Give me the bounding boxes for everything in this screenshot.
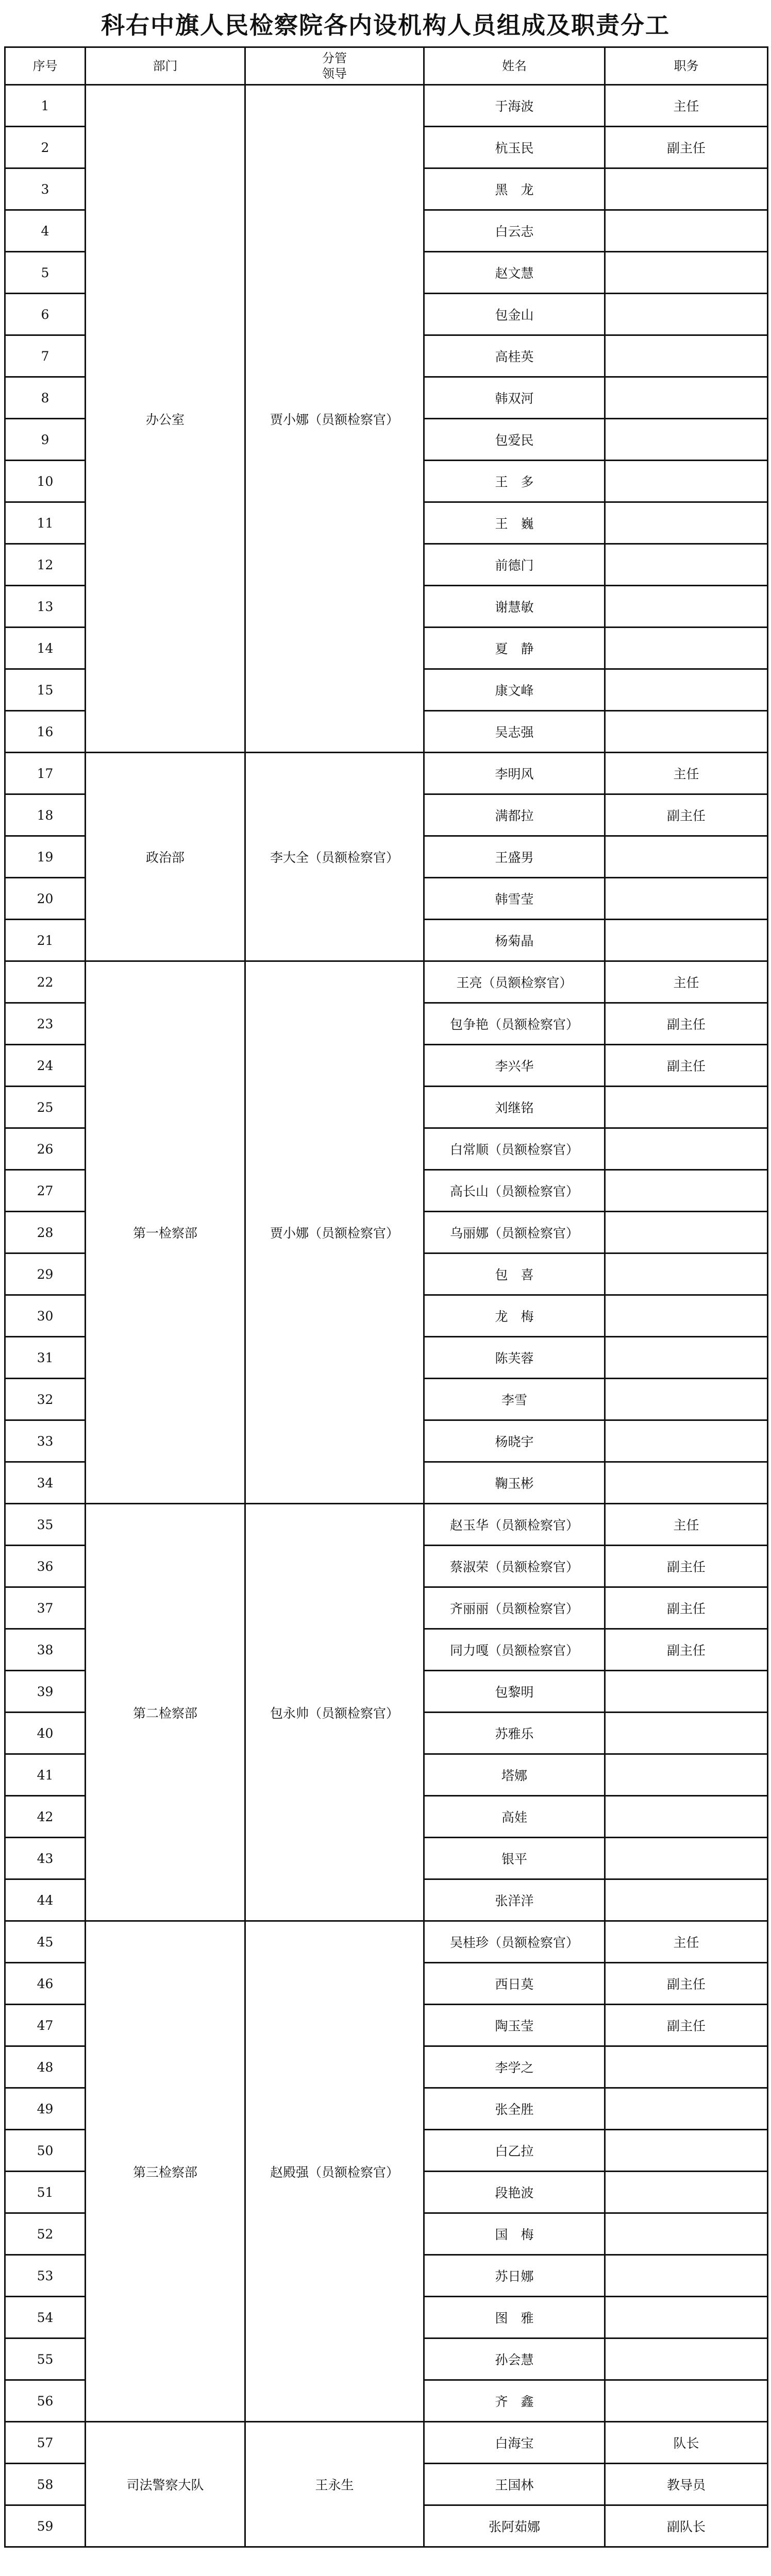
cell-role bbox=[605, 2130, 768, 2172]
cell-no: 22 bbox=[5, 961, 86, 1003]
cell-role bbox=[605, 210, 768, 252]
cell-role bbox=[605, 1212, 768, 1253]
cell-no: 42 bbox=[5, 1796, 86, 1838]
cell-name: 西日莫 bbox=[424, 1963, 605, 2005]
cell-no: 59 bbox=[5, 2505, 86, 2547]
header-leader-line1: 分管 bbox=[322, 51, 347, 65]
cell-no: 9 bbox=[5, 419, 86, 461]
cell-no: 45 bbox=[5, 1921, 86, 1963]
cell-role: 副主任 bbox=[605, 1587, 768, 1629]
cell-no: 37 bbox=[5, 1587, 86, 1629]
cell-no: 49 bbox=[5, 2088, 86, 2130]
cell-role bbox=[605, 2046, 768, 2088]
cell-no: 33 bbox=[5, 1420, 86, 1462]
cell-no: 35 bbox=[5, 1504, 86, 1546]
cell-name: 黑 龙 bbox=[424, 168, 605, 210]
cell-name: 包爱民 bbox=[424, 419, 605, 461]
cell-role: 主任 bbox=[605, 85, 768, 127]
cell-name: 包 喜 bbox=[424, 1253, 605, 1295]
cell-no: 46 bbox=[5, 1963, 86, 2005]
cell-leader: 包永帅（员额检察官） bbox=[245, 1504, 424, 1921]
cell-name: 韩双河 bbox=[424, 377, 605, 419]
cell-no: 18 bbox=[5, 794, 86, 836]
cell-name: 白常顺（员额检察官） bbox=[424, 1128, 605, 1170]
cell-name: 前德门 bbox=[424, 544, 605, 586]
cell-no: 28 bbox=[5, 1212, 86, 1253]
cell-role bbox=[605, 586, 768, 628]
cell-no: 19 bbox=[5, 836, 86, 878]
cell-no: 2 bbox=[5, 127, 86, 168]
cell-no: 55 bbox=[5, 2338, 86, 2380]
cell-name: 乌丽娜（员额检察官） bbox=[424, 1212, 605, 1253]
cell-no: 57 bbox=[5, 2422, 86, 2464]
cell-role: 教导员 bbox=[605, 2464, 768, 2505]
cell-no: 11 bbox=[5, 502, 86, 544]
cell-no: 6 bbox=[5, 294, 86, 335]
header-name: 姓名 bbox=[424, 47, 605, 85]
header-role: 职务 bbox=[605, 47, 768, 85]
cell-role bbox=[605, 544, 768, 586]
table-row bbox=[5, 2422, 768, 2464]
cell-name: 齐丽丽（员额检察官） bbox=[424, 1587, 605, 1629]
cell-name: 龙 梅 bbox=[424, 1295, 605, 1337]
cell-name: 赵玉华（员额检察官） bbox=[424, 1504, 605, 1546]
cell-role bbox=[605, 419, 768, 461]
cell-name: 于海波 bbox=[424, 85, 605, 127]
cell-role bbox=[605, 2297, 768, 2338]
cell-no: 24 bbox=[5, 1045, 86, 1087]
table-row bbox=[5, 85, 768, 127]
cell-name: 夏 静 bbox=[424, 628, 605, 669]
cell-no: 15 bbox=[5, 669, 86, 711]
cell-no: 30 bbox=[5, 1295, 86, 1337]
cell-no: 32 bbox=[5, 1379, 86, 1420]
cell-name: 王亮（员额检察官） bbox=[424, 961, 605, 1003]
cell-no: 17 bbox=[5, 753, 86, 794]
cell-no: 25 bbox=[5, 1087, 86, 1128]
cell-no: 23 bbox=[5, 1003, 86, 1045]
cell-role bbox=[605, 836, 768, 878]
cell-name: 李兴华 bbox=[424, 1045, 605, 1087]
cell-name: 图 雅 bbox=[424, 2297, 605, 2338]
cell-name: 高桂英 bbox=[424, 335, 605, 377]
cell-role: 副主任 bbox=[605, 2005, 768, 2046]
cell-dept: 第三检察部 bbox=[86, 1921, 245, 2422]
cell-role: 主任 bbox=[605, 753, 768, 794]
cell-role bbox=[605, 1879, 768, 1921]
cell-role: 副主任 bbox=[605, 1003, 768, 1045]
cell-role bbox=[605, 1462, 768, 1504]
cell-name: 同力嘎（员额检察官） bbox=[424, 1629, 605, 1671]
cell-name: 李明风 bbox=[424, 753, 605, 794]
cell-role bbox=[605, 711, 768, 753]
cell-role bbox=[605, 628, 768, 669]
cell-no: 40 bbox=[5, 1713, 86, 1754]
cell-role bbox=[605, 2172, 768, 2213]
cell-name: 孙会慧 bbox=[424, 2338, 605, 2380]
cell-name: 高娃 bbox=[424, 1796, 605, 1838]
cell-name: 赵文慧 bbox=[424, 252, 605, 294]
cell-no: 27 bbox=[5, 1170, 86, 1212]
cell-name: 包黎明 bbox=[424, 1671, 605, 1713]
cell-name: 陶玉莹 bbox=[424, 2005, 605, 2046]
cell-name: 杨菊晶 bbox=[424, 920, 605, 961]
cell-no: 26 bbox=[5, 1128, 86, 1170]
cell-no: 51 bbox=[5, 2172, 86, 2213]
cell-role: 主任 bbox=[605, 961, 768, 1003]
cell-role bbox=[605, 1713, 768, 1754]
cell-role bbox=[605, 294, 768, 335]
cell-name: 国 梅 bbox=[424, 2213, 605, 2255]
cell-no: 16 bbox=[5, 711, 86, 753]
cell-name: 王国林 bbox=[424, 2464, 605, 2505]
cell-role bbox=[605, 1671, 768, 1713]
cell-role: 队长 bbox=[605, 2422, 768, 2464]
cell-role bbox=[605, 1796, 768, 1838]
cell-leader: 赵殿强（员额检察官） bbox=[245, 1921, 424, 2422]
cell-no: 50 bbox=[5, 2130, 86, 2172]
cell-role: 副主任 bbox=[605, 1963, 768, 2005]
cell-name: 齐 鑫 bbox=[424, 2380, 605, 2422]
cell-no: 31 bbox=[5, 1337, 86, 1379]
cell-name: 张洋洋 bbox=[424, 1879, 605, 1921]
cell-no: 47 bbox=[5, 2005, 86, 2046]
cell-name: 白云志 bbox=[424, 210, 605, 252]
cell-name: 杨晓宇 bbox=[424, 1420, 605, 1462]
cell-name: 蔡淑荣（员额检察官） bbox=[424, 1546, 605, 1587]
cell-name: 康文峰 bbox=[424, 669, 605, 711]
cell-dept: 第一检察部 bbox=[86, 961, 245, 1504]
cell-role bbox=[605, 878, 768, 920]
cell-no: 38 bbox=[5, 1629, 86, 1671]
cell-leader: 李大全（员额检察官） bbox=[245, 753, 424, 961]
cell-role: 主任 bbox=[605, 1504, 768, 1546]
header-leader-line2: 领导 bbox=[322, 66, 347, 81]
cell-name: 苏雅乐 bbox=[424, 1713, 605, 1754]
cell-no: 39 bbox=[5, 1671, 86, 1713]
cell-no: 36 bbox=[5, 1546, 86, 1587]
cell-role bbox=[605, 335, 768, 377]
cell-leader: 贾小娜（员额检察官） bbox=[245, 961, 424, 1504]
cell-name: 王盛男 bbox=[424, 836, 605, 878]
cell-no: 54 bbox=[5, 2297, 86, 2338]
cell-name: 谢慧敏 bbox=[424, 586, 605, 628]
cell-no: 14 bbox=[5, 628, 86, 669]
cell-role bbox=[605, 669, 768, 711]
cell-role: 副主任 bbox=[605, 127, 768, 168]
table-body bbox=[5, 85, 768, 2547]
cell-name: 张阿茹娜 bbox=[424, 2505, 605, 2547]
cell-role: 副队长 bbox=[605, 2505, 768, 2547]
cell-name: 李学之 bbox=[424, 2046, 605, 2088]
cell-name: 吴志强 bbox=[424, 711, 605, 753]
cell-name: 白海宝 bbox=[424, 2422, 605, 2464]
cell-name: 包金山 bbox=[424, 294, 605, 335]
cell-role bbox=[605, 1128, 768, 1170]
cell-name: 李雪 bbox=[424, 1379, 605, 1420]
cell-no: 56 bbox=[5, 2380, 86, 2422]
table-header-row bbox=[5, 47, 768, 85]
cell-no: 20 bbox=[5, 878, 86, 920]
table-row bbox=[5, 961, 768, 1003]
cell-no: 34 bbox=[5, 1462, 86, 1504]
header-dept: 部门 bbox=[86, 47, 245, 85]
cell-name: 满都拉 bbox=[424, 794, 605, 836]
cell-role bbox=[605, 2255, 768, 2297]
cell-name: 包争艳（员额检察官） bbox=[424, 1003, 605, 1045]
cell-role bbox=[605, 377, 768, 419]
cell-name: 刘继铭 bbox=[424, 1087, 605, 1128]
cell-role bbox=[605, 168, 768, 210]
cell-no: 52 bbox=[5, 2213, 86, 2255]
cell-role bbox=[605, 252, 768, 294]
cell-no: 8 bbox=[5, 377, 86, 419]
cell-name: 苏日娜 bbox=[424, 2255, 605, 2297]
cell-name: 张全胜 bbox=[424, 2088, 605, 2130]
cell-leader: 王永生 bbox=[245, 2422, 424, 2547]
cell-role bbox=[605, 2338, 768, 2380]
cell-role bbox=[605, 920, 768, 961]
cell-role bbox=[605, 1087, 768, 1128]
cell-role bbox=[605, 1379, 768, 1420]
cell-role bbox=[605, 502, 768, 544]
cell-role bbox=[605, 1337, 768, 1379]
cell-name: 塔娜 bbox=[424, 1754, 605, 1796]
cell-dept: 司法警察大队 bbox=[86, 2422, 245, 2547]
cell-dept: 第二检察部 bbox=[86, 1504, 245, 1921]
cell-role bbox=[605, 1838, 768, 1879]
cell-no: 1 bbox=[5, 85, 86, 127]
cell-name: 吴桂珍（员额检察官） bbox=[424, 1921, 605, 1963]
cell-name: 高长山（员额检察官） bbox=[424, 1170, 605, 1212]
cell-role: 副主任 bbox=[605, 1546, 768, 1587]
cell-no: 41 bbox=[5, 1754, 86, 1796]
table-row bbox=[5, 1921, 768, 1963]
cell-name: 白乙拉 bbox=[424, 2130, 605, 2172]
cell-name: 银平 bbox=[424, 1838, 605, 1879]
cell-no: 7 bbox=[5, 335, 86, 377]
cell-role: 副主任 bbox=[605, 1045, 768, 1087]
cell-role bbox=[605, 1295, 768, 1337]
cell-role bbox=[605, 461, 768, 502]
cell-no: 43 bbox=[5, 1838, 86, 1879]
cell-no: 5 bbox=[5, 252, 86, 294]
cell-name: 陈芙蓉 bbox=[424, 1337, 605, 1379]
cell-name: 王 多 bbox=[424, 461, 605, 502]
cell-no: 3 bbox=[5, 168, 86, 210]
cell-role bbox=[605, 1754, 768, 1796]
cell-no: 12 bbox=[5, 544, 86, 586]
header-no: 序号 bbox=[5, 47, 86, 85]
cell-no: 48 bbox=[5, 2046, 86, 2088]
cell-role: 副主任 bbox=[605, 794, 768, 836]
document-title: 科右中旗人民检察院各内设机构人员组成及职责分工 bbox=[101, 11, 670, 39]
cell-role bbox=[605, 2088, 768, 2130]
cell-no: 21 bbox=[5, 920, 86, 961]
cell-name: 韩雪莹 bbox=[424, 878, 605, 920]
cell-name: 段艳波 bbox=[424, 2172, 605, 2213]
cell-name: 鞠玉彬 bbox=[424, 1462, 605, 1504]
table-row bbox=[5, 1504, 768, 1546]
cell-no: 4 bbox=[5, 210, 86, 252]
cell-dept: 办公室 bbox=[86, 85, 245, 753]
cell-role: 副主任 bbox=[605, 1629, 768, 1671]
cell-no: 13 bbox=[5, 586, 86, 628]
cell-name: 杭玉民 bbox=[424, 127, 605, 168]
cell-no: 44 bbox=[5, 1879, 86, 1921]
cell-role: 主任 bbox=[605, 1921, 768, 1963]
cell-role bbox=[605, 1170, 768, 1212]
cell-role bbox=[605, 2380, 768, 2422]
cell-role bbox=[605, 1253, 768, 1295]
cell-role bbox=[605, 2213, 768, 2255]
staff-table bbox=[4, 46, 768, 2548]
cell-no: 10 bbox=[5, 461, 86, 502]
cell-no: 53 bbox=[5, 2255, 86, 2297]
cell-no: 29 bbox=[5, 1253, 86, 1295]
header-leader bbox=[245, 47, 424, 85]
cell-name: 王 巍 bbox=[424, 502, 605, 544]
table-row bbox=[5, 753, 768, 794]
cell-leader: 贾小娜（员额检察官） bbox=[245, 85, 424, 753]
cell-no: 58 bbox=[5, 2464, 86, 2505]
cell-role bbox=[605, 1420, 768, 1462]
cell-dept: 政治部 bbox=[86, 753, 245, 961]
